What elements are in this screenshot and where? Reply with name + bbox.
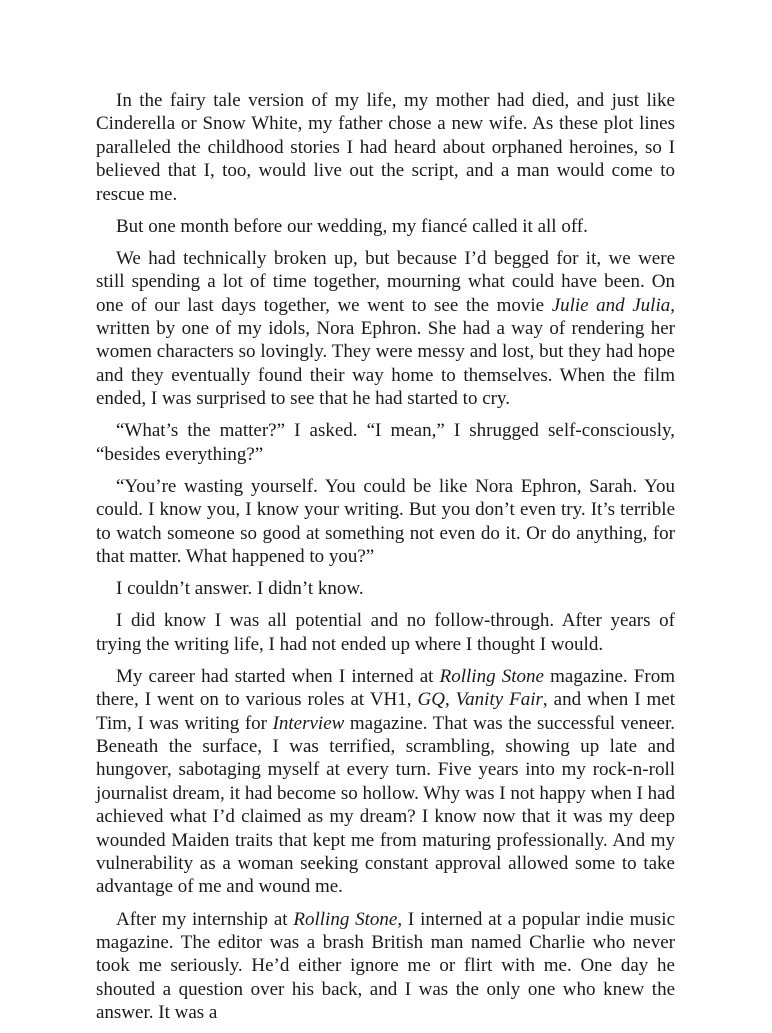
paragraph-text: magazine. From there, I went on to various roles at VH1, xyxy=(96,665,675,711)
paragraph-text: “You’re wasting yourself. You could be like Nora Ephron, Sarah. You could. I know you, I know your writing. But you don’t even try. It’s terrible to watch someone so good at something not even do it. Or do anything, for that matter. What happened to you?” xyxy=(96,475,675,568)
paragraph xyxy=(96,577,675,600)
paragraph xyxy=(96,609,675,656)
paragraph-text: In the fairy tale version of my life, my mother had died, and just like Cinderella or Snow White, my father chose a new wife. As these plot lines paralleled the childhood stories I had heard about orphaned heroines, so I believed that I, too, would live out the script, and a man would come to rescue me. xyxy=(96,90,675,205)
paragraph xyxy=(96,419,675,466)
paragraph xyxy=(96,215,675,238)
italic-title-text: Rolling Stone xyxy=(439,665,544,687)
paragraph-text: “What’s the matter?” I asked. “I mean,” I shrugged self-consciously, “besides everything?” xyxy=(96,420,675,465)
paragraph xyxy=(96,247,675,411)
paragraph-text: My career had started when I interned at xyxy=(116,665,440,687)
paragraph-text: , I interned at a popular indie music magazine. The editor was a brash British man named Charlie who never took me seriously. He’d either ignore me or flirt with me. One day he shouted a question over his back, and I was the only one who knew the answer. It was a xyxy=(96,908,676,1024)
paragraph-text: I couldn’t answer. I didn’t know. xyxy=(116,578,364,600)
italic-title-text: GQ xyxy=(417,689,445,711)
paragraph-text: , and when I met Tim, I was writing for xyxy=(96,689,675,734)
paragraph xyxy=(96,665,675,899)
paragraph-text: But one month before our wedding, my fiancé called it all off. xyxy=(116,215,588,237)
paragraph-text: , written by one of my idols, Nora Ephron. She had a way of rendering her women characters so lovingly. They were messy and lost, but they had hope and they eventually found their way home to themselves. When the film ended, I was surprised to see that he had started to cry. xyxy=(96,294,675,410)
paragraph-text: I did know I was all potential and no follow-through. After years of trying the writing life, I had not ended up where I thought I would. xyxy=(96,610,675,655)
italic-title-text: Vanity Fair xyxy=(455,689,543,711)
paragraph-text: After my internship at xyxy=(116,908,294,930)
paragraph-text: , xyxy=(444,689,456,711)
paragraph-text: We had technically broken up, but because I’d begged for it, we were still spending a lot of time together, mourning what could have been. On one of our last days together, we went to see the movie xyxy=(96,247,675,316)
paragraph xyxy=(96,89,675,206)
paragraph xyxy=(96,908,675,1025)
italic-title-text: Interview xyxy=(272,712,345,734)
page-body xyxy=(96,89,675,1033)
italic-title-text: Rolling Stone xyxy=(293,908,398,930)
paragraph-text: magazine. That was the successful veneer. Beneath the surface, I was terrified, scrambling, showing up late and hungover, sabotaging myself at every turn. Five years into my rock-n-roll journalist dream, it had become so hollow. Why was I not happy when I had achieved what I’d claimed as my dream? I know now that it was my deep wounded Maiden traits that kept me from maturing professionally. And my vulnerability as a woman seeking constant approval allowed some to take advantage of me and wound me. xyxy=(96,712,675,898)
paragraph xyxy=(96,475,675,569)
italic-title-text: Julie and Julia xyxy=(551,294,671,316)
